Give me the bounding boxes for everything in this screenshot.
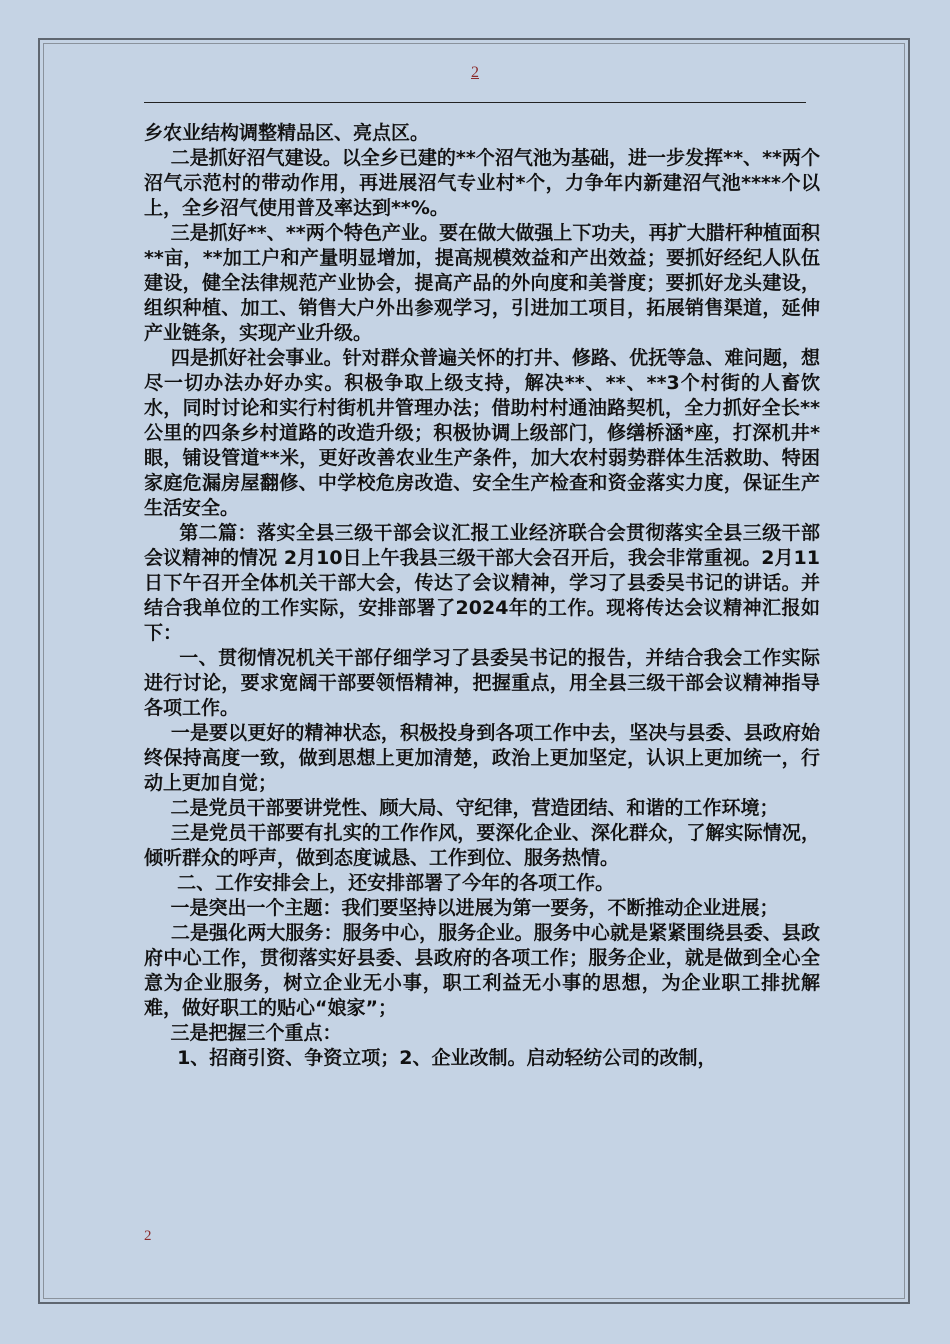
paragraph: 三是党员干部要有扎实的工作作风，要深化企业、深化群众，了解实际情况，倾听群众的呼声，做到态度诚恳、工作到位、服务热情。 xyxy=(144,822,820,869)
header-page-number: 2 xyxy=(471,64,479,81)
footer-page-number: 2 xyxy=(144,1228,152,1244)
header-divider xyxy=(144,102,806,103)
paragraph: 第二篇：落实全县三级干部会议汇报工业经济联合会贯彻落实全县三级干部会议精神的情况 2月10日上午我县三级干部大会召开后，我会非常重视。2月11日下午召开全体机关干部大会，传达了会议精神，学习了县委吴书记的讲话。并结合我单位的工作实际，安排部署了2024年的工作。现将传达会议精神汇报如下： xyxy=(144,522,820,644)
paragraph: 二、工作安排会上，还安排部署了今年的各项工作。 xyxy=(177,872,615,894)
paragraph: 二是党员干部要讲党性、顾大局、守纪律，营造团结、和谐的工作环境； xyxy=(170,797,779,819)
paragraph: 一是要以更好的精神状态，积极投身到各项工作中去，坚决与县委、县政府始终保持高度一致，做到思想上更加清楚，政治上更加坚定，认识上更加统一，行动上更加自觉； xyxy=(144,722,820,794)
paragraph: 四是抓好社会事业。针对群众普遍关怀的打井、修路、优抚等急、难问题，想尽一切办法办好办实。积极争取上级支持，解决**、**、**3个村街的人畜饮水，同时讨论和实行村街机井管理办法；借助村村通油路契机，全力抓好全长**公里的四条乡村道路的改造升级；积极协调上级部门，修缮桥涵*座，打深机井*眼，铺设管道**米，更好改善农业生产条件，加大农村弱势群体生活救助、特困家庭危漏房屋翻修、中学校危房改造、安全生产检查和资金落实力度，保证生产生活安全。 xyxy=(144,347,820,519)
paragraph: 三是抓好**、**两个特色产业。要在做大做强上下功夫，再扩大腊杆种植面积**亩，**加工户和产量明显增加，提高规模效益和产出效益；要抓好经纪人队伍建设，健全法律规范产业协会，提高产品的外向度和美誉度；要抓好龙头建设，组织种植、加工、销售大户外出参观学习，引进加工项目，拓展销售渠道，延伸产业链条，实现产业升级。 xyxy=(144,222,820,344)
document-body xyxy=(144,121,820,1071)
paragraph: 一是突出一个主题：我们要坚持以进展为第一要务，不断推动企业进展； xyxy=(170,897,779,919)
paragraph: 二是抓好沼气建设。以全乡已建的**个沼气池为基础，进一步发挥**、**两个沼气示范村的带动作用，再进展沼气专业村*个，力争年内新建沼气池****个以上，全乡沼气使用普及率达到**%。 xyxy=(144,147,820,219)
paragraph: 三是把握三个重点： xyxy=(170,1022,342,1044)
paragraph: 一、贯彻情况机关干部仔细学习了县委吴书记的报告，并结合我会工作实际进行讨论，要求宽阔干部要领悟精神，把握重点，用全县三级干部会议精神指导各项工作。 xyxy=(144,647,820,719)
paragraph: 二是强化两大服务：服务中心，服务企业。服务中心就是紧紧围绕县委、县政府中心工作，贯彻落实好县委、县政府的各项工作；服务企业，就是做到全心全意为企业服务，树立企业无小事，职工利益无小事的思想，为企业职工排扰解难，做好职工的贴心“娘家”； xyxy=(144,922,820,1019)
paragraph: 1、招商引资、争资立项；2、企业改制。启动轻纺公司的改制， xyxy=(177,1047,717,1069)
paragraph: 乡农业结构调整精品区、亮点区。 xyxy=(144,122,430,144)
